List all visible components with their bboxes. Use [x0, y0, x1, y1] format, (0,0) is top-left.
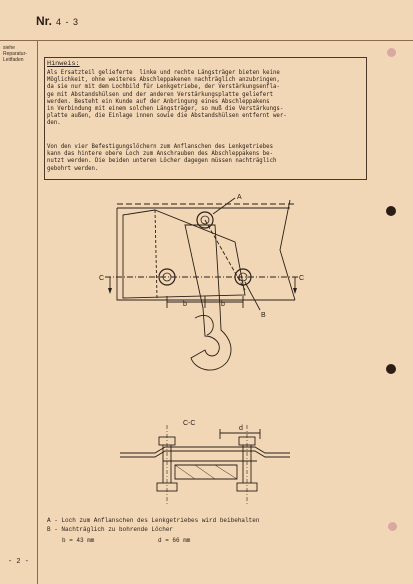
page-number: - 2 -: [8, 558, 30, 566]
margin-rule: [37, 40, 38, 584]
punch-hole: [388, 522, 397, 531]
nr-label: Nr.: [36, 14, 53, 28]
measurements: [62, 537, 190, 544]
hinweis-paragraph-1: Als Ersatzteil gelieferte linke und rechte Längsträger bieten keine Möglichkeit, ohne weiteres Abschleppakenen nachträglich anzubringen, da sie nur mit dem Lochbild für Lenkgetriebe, der Verstärkungsenfla- ge mit Abstandshülsen und der anderen Verstärkungsplatte geliefert werden. Besteht ein Kunde auf der Anbringung eines Abschleppakens in Verbindung mit einem solchen Längsträger, so muß die Verstärkungs- platte außen, die Einlage innen sowie die Abstandshülsen entfernt wer- den.: [47, 70, 287, 127]
side-note-line: Leitfaden: [3, 57, 24, 63]
side-note: [3, 45, 36, 63]
hinweis-paragraph-2: Von den vier Befestigungslöchern zum Anflanschen des Lenkgetriebes kann das hintere obere Loch zum Anschrauben des Abschleppakens be- nutzt werden. Die beiden unteren Löcher dagegen müssen nachträglich gebohrt werden.: [47, 144, 277, 172]
punch-hole: [386, 364, 396, 374]
measure-b: b = 43 mm: [62, 537, 95, 544]
page-header: [36, 14, 79, 28]
label-a: A: [237, 194, 242, 201]
label-c-right: C: [299, 275, 305, 282]
legend: [47, 516, 259, 534]
section-title: C-C: [183, 420, 196, 427]
frame-rail-diagram: [95, 190, 310, 390]
nr-value: 4 - 3: [56, 17, 80, 27]
measure-d: d = 66 mm: [158, 537, 191, 544]
side-note-line: siehe: [3, 45, 15, 51]
punch-hole: [387, 48, 396, 57]
mounting-holes: [159, 212, 251, 285]
legend-item-b: B - Nachträglich zu bohrende Löcher: [47, 526, 174, 533]
hinweis-title: Hinweis:: [47, 60, 80, 68]
header-rule: [0, 40, 413, 41]
side-note-line: Reparatur-: [3, 51, 27, 57]
dim-b-1: b: [183, 301, 187, 308]
label-b: B: [261, 312, 266, 319]
legend-item-a: A - Loch zum Anflanschen des Lenkgetriebes wird beibehalten: [47, 517, 260, 524]
label-c-left: C: [99, 275, 105, 282]
punch-hole: [386, 206, 396, 216]
dim-d: d: [239, 425, 243, 432]
dim-b-2: b: [221, 301, 225, 308]
section-cc-diagram: [115, 415, 295, 510]
